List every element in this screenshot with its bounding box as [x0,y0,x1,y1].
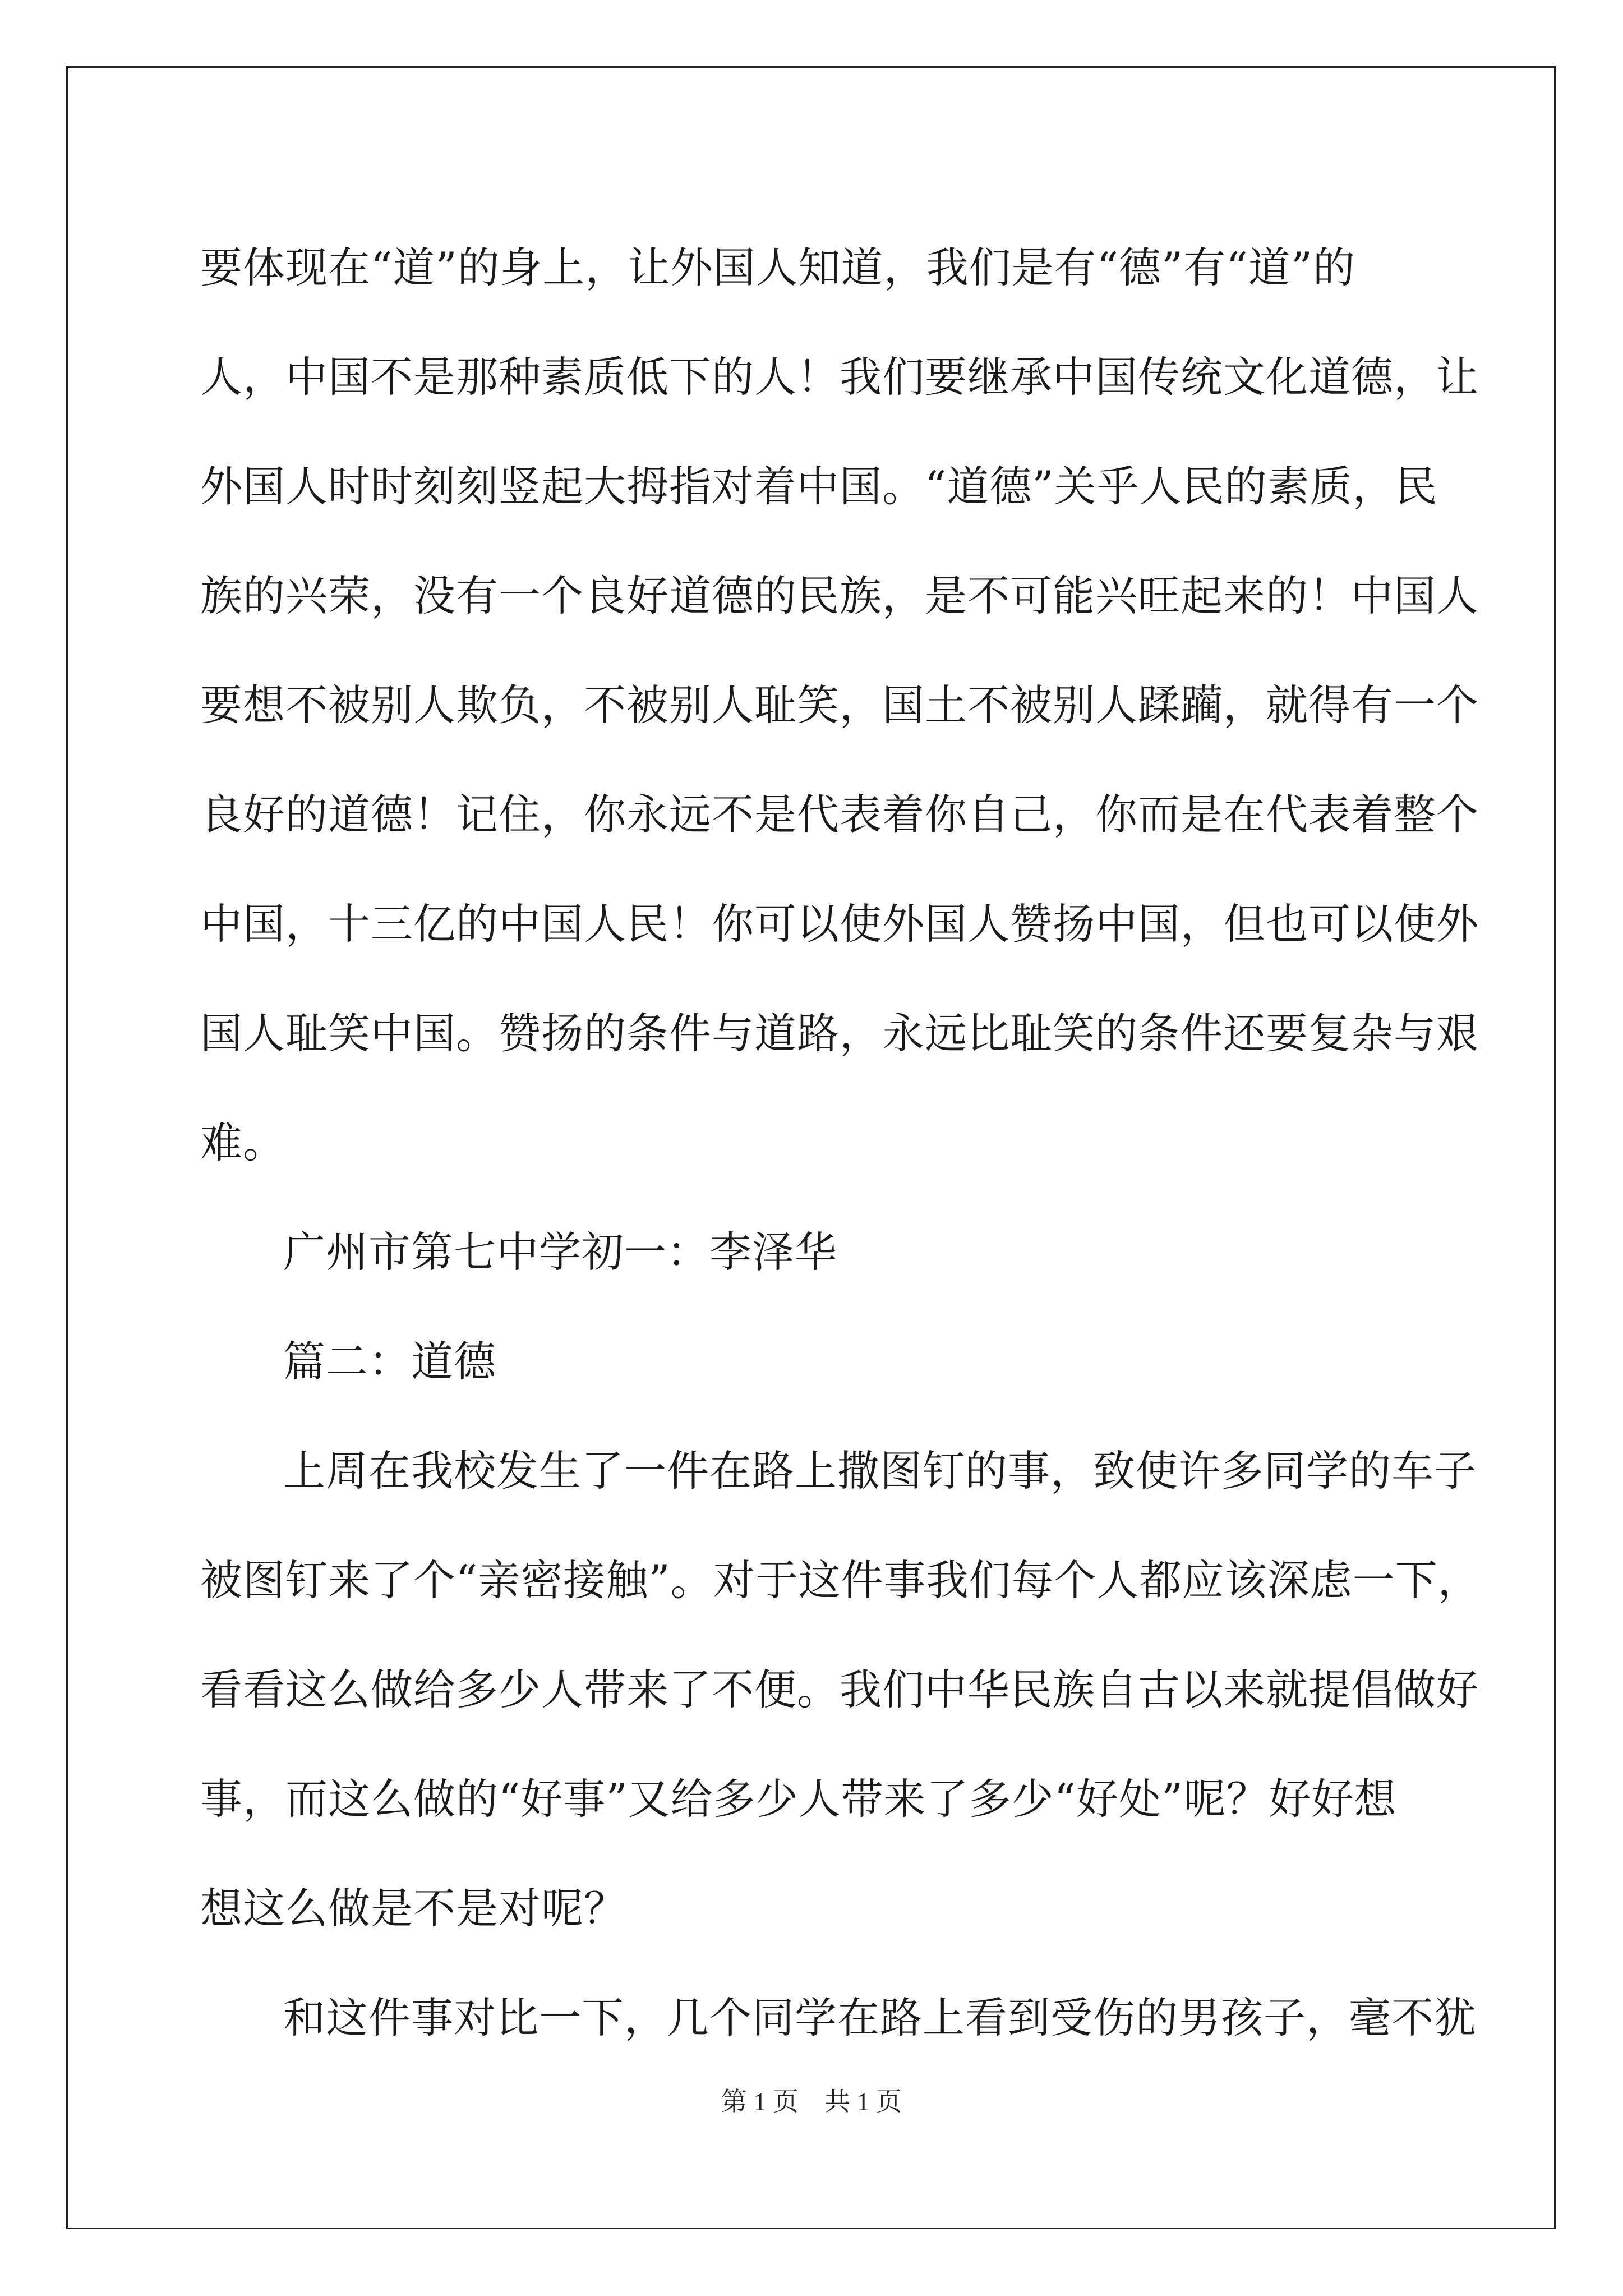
text-line: 被图钉来了个“亲密接触”。对于这件事我们每个人都应该深虑一下， [200,1556,1481,1605]
text-line: 族的兴荣，没有一个良好道德的民族，是不可能兴旺起来的！中国人 [200,571,1479,620]
text-line: 外国人时时刻刻竖起大拇指对着中国。“道德”关乎人民的素质，民 [200,462,1438,511]
text-line: 国人耻笑中国。赞扬的条件与道路，永远比耻笑的条件还要复杂与艰 [200,1009,1479,1058]
text-line: 想这么做是不是对呢？ [200,1884,627,1933]
text-line: 事，而这么做的“好事”又给多少人带来了多少“好处”呢？好好想 [200,1774,1397,1824]
text-line: 广州市第七中学初一：李泽华 [283,1227,838,1277]
page-footer: 第 1 页 共 1 页 [721,2087,902,2116]
text-line: 看看这么做给多少人带来了不便。我们中华民族自古以来就提倡做好 [200,1665,1479,1714]
text-line: 要体现在“道”的身上，让外国人知道，我们是有“德”有“道”的 [200,243,1356,292]
text-line: 篇二：道德 [283,1337,497,1386]
text-line: 人，中国不是那种素质低下的人！我们要继承中国传统文化道德，让 [200,352,1479,402]
text-line: 难。 [200,1118,286,1167]
text-line: 中国，十三亿的中国人民！你可以使外国人赞扬中国，但也可以使外 [200,899,1479,949]
text-line: 上周在我校发生了一件在路上撒图钉的事，致使许多同学的车子 [283,1446,1477,1496]
document-body [200,213,1481,2073]
text-line: 良好的道德！记住，你永远不是代表着你自己，你而是在代表着整个 [200,790,1479,839]
text-line: 和这件事对比一下，几个同学在路上看到受伤的男孩子，毫不犹 [283,1993,1477,2042]
text-line: 要想不被别人欺负，不被别人耻笑，国土不被别人蹂躏，就得有一个 [200,680,1479,730]
